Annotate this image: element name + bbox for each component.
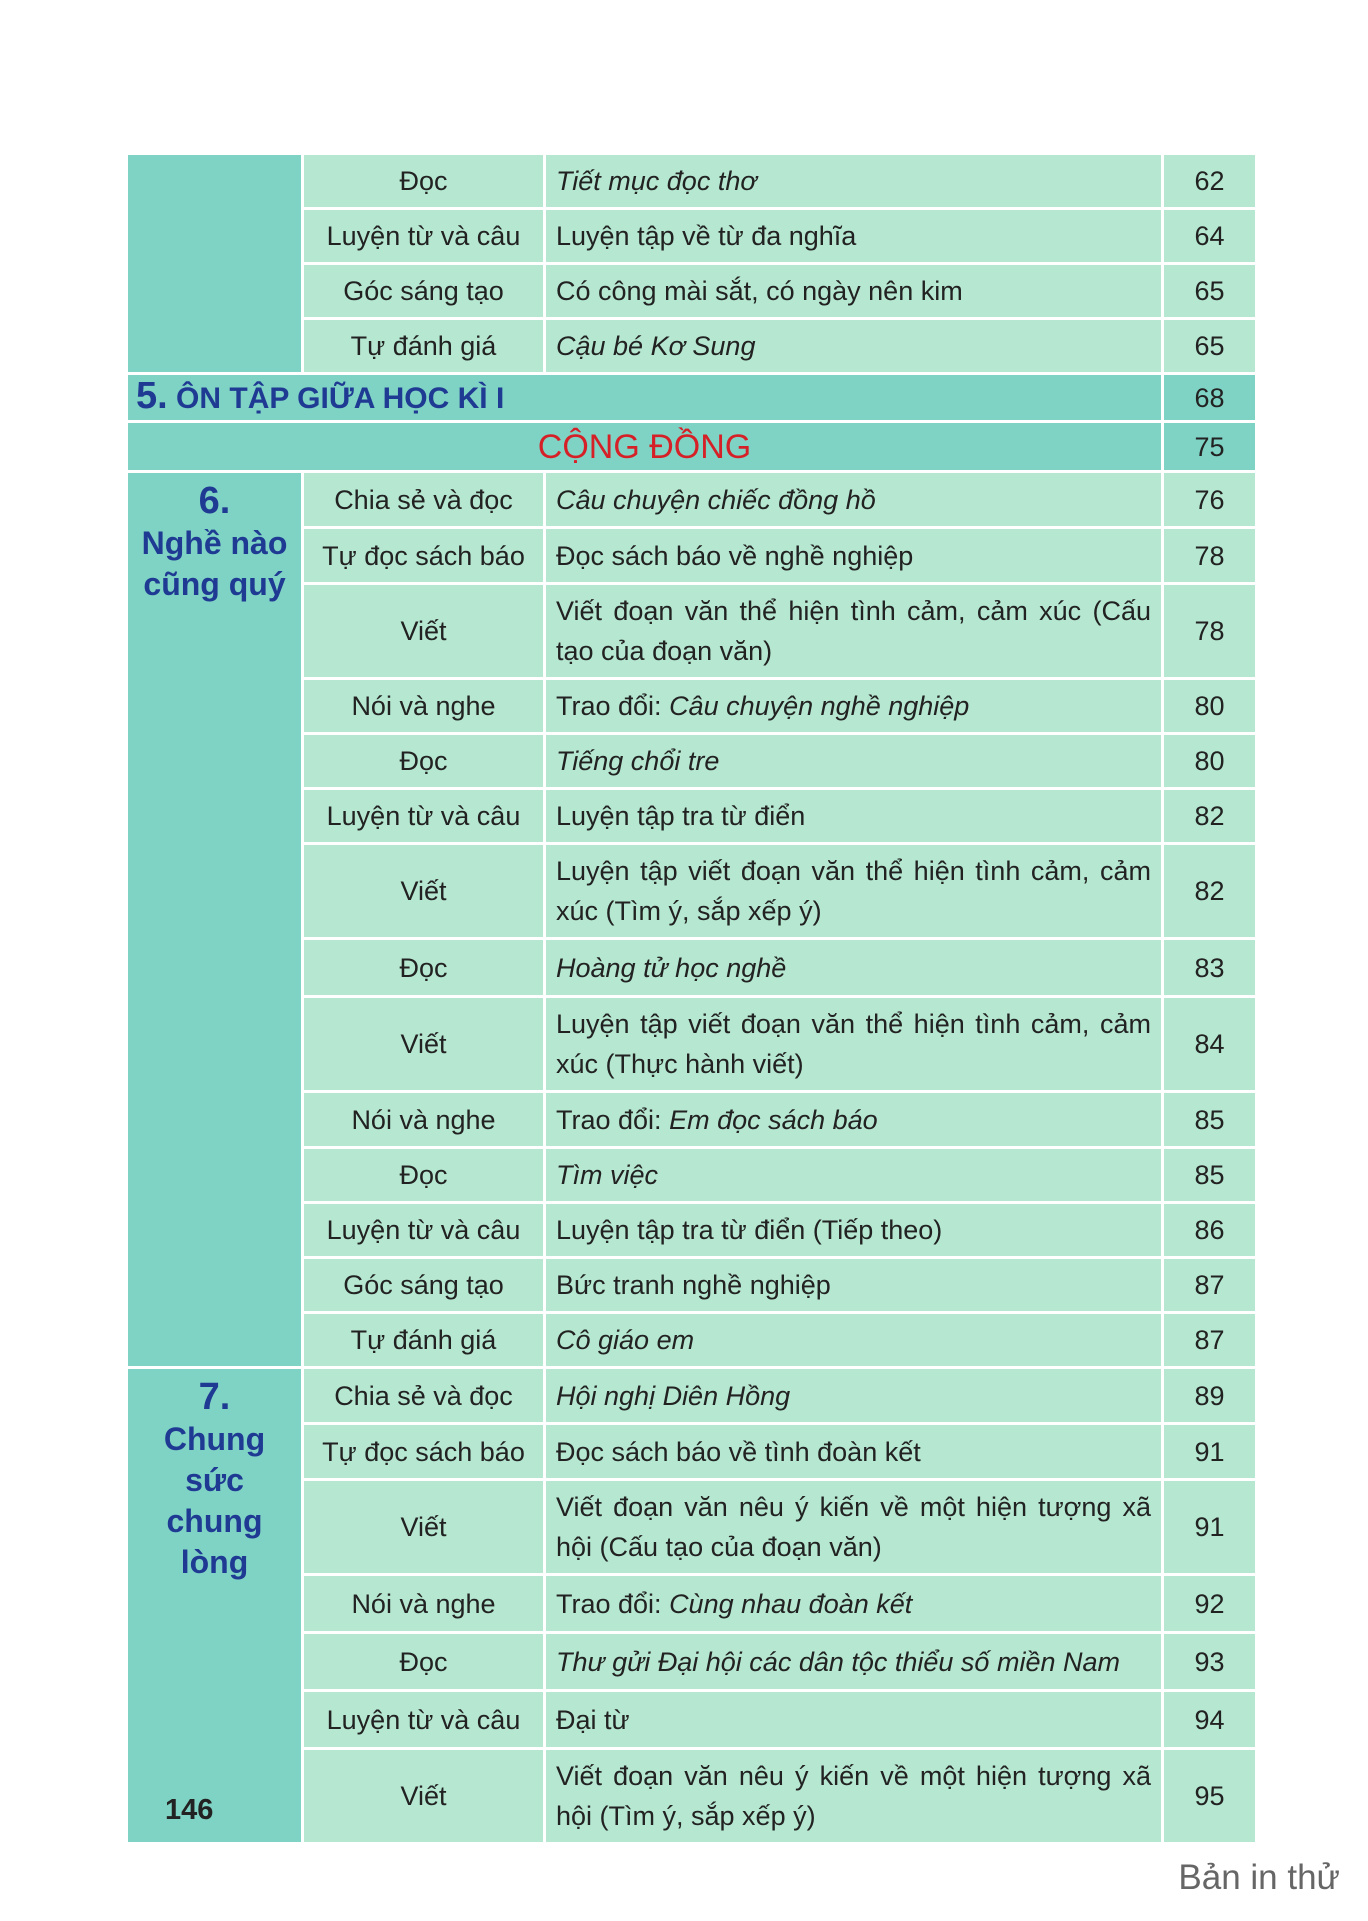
lesson-title: Thư gửi Đại hội các dân tộc thiểu số miền Nam	[556, 1646, 1120, 1677]
lesson-title-cell	[545, 1575, 1163, 1633]
lesson-title: Em đọc sách báo	[669, 1104, 878, 1135]
activity-cell: Tự đọc sách báo	[303, 1424, 545, 1480]
lesson-title: Bức tranh nghề nghiệp	[556, 1270, 831, 1300]
lesson-title-cell	[545, 1633, 1163, 1691]
lesson-title: Viết đoạn văn nêu ý kiến về một hiện tượng xã hội (Tìm ý, sắp xếp ý)	[556, 1761, 1151, 1831]
page-cell: 76	[1163, 472, 1257, 528]
lesson-title-cell	[545, 1424, 1163, 1480]
lesson-title: Luyện tập viết đoạn văn thể hiện tình cảm, cảm xúc (Tìm ý, sắp xếp ý)	[556, 856, 1151, 926]
unit-title-line: Chung	[163, 1421, 266, 1457]
activity-cell: Đọc	[303, 939, 545, 997]
activity-cell: Viết	[303, 997, 545, 1092]
activity-cell: Viết	[303, 584, 545, 679]
lesson-label: Trao đổi:	[556, 691, 670, 721]
activity-cell: Nói và nghe	[303, 1575, 545, 1633]
page-cell: 95	[1163, 1749, 1257, 1844]
page-cell: 80	[1163, 734, 1257, 789]
lesson-title-cell	[545, 734, 1163, 789]
page-cell: 68	[1163, 374, 1257, 422]
section-number: 5.	[136, 375, 168, 417]
lesson-title-cell	[545, 264, 1163, 319]
activity-cell: Nói và nghe	[303, 679, 545, 734]
activity-cell: Nói và nghe	[303, 1092, 545, 1148]
page-cell: 91	[1163, 1424, 1257, 1480]
unit-title-line: sức	[185, 1462, 244, 1498]
lesson-title-cell	[545, 1313, 1163, 1368]
activity-cell: Viết	[303, 1480, 545, 1575]
lesson-title: Tiết mục đọc thơ	[556, 166, 757, 196]
lesson-title-cell	[545, 154, 1163, 209]
lesson-label: Trao đổi:	[556, 1104, 670, 1135]
activity-cell: Đọc	[303, 154, 545, 209]
lesson-title: Luyện tập viết đoạn văn thể hiện tình cảm, cảm xúc (Thực hành viết)	[556, 1009, 1151, 1079]
activity-cell: Luyện từ và câu	[303, 1203, 545, 1258]
page-number: 146	[165, 1794, 214, 1826]
lesson-title: Luyện tập tra từ điển	[556, 801, 806, 831]
table-of-contents	[125, 152, 1258, 1845]
lesson-title-cell	[545, 209, 1163, 264]
lesson-title-cell	[545, 844, 1163, 939]
page-cell: 83	[1163, 939, 1257, 997]
lesson-title-cell	[545, 939, 1163, 997]
page-cell: 62	[1163, 154, 1257, 209]
activity-cell: Chia sẻ và đọc	[303, 472, 545, 528]
page-cell: 89	[1163, 1368, 1257, 1424]
lesson-title: Luyện tập tra từ điển (Tiếp theo)	[556, 1215, 943, 1245]
table-row	[127, 154, 1257, 209]
page-cell: 65	[1163, 264, 1257, 319]
page-cell: 85	[1163, 1148, 1257, 1203]
lesson-title: Câu chuyện chiếc đồng hồ	[556, 484, 876, 515]
page-cell: 87	[1163, 1313, 1257, 1368]
lesson-title-cell	[545, 1368, 1163, 1424]
lesson-title: Cô giáo em	[556, 1325, 695, 1355]
section-title: ÔN TẬP GIỮA HỌC KÌ I	[176, 382, 505, 415]
draft-label: Bản in thử	[1178, 1858, 1340, 1897]
lesson-title: Viết đoạn văn thể hiện tình cảm, cảm xúc (Cấu tạo của đoạn văn)	[556, 596, 1151, 666]
lesson-title: Hoàng tử học nghề	[556, 952, 787, 983]
activity-cell: Viết	[303, 844, 545, 939]
theme-title: CỘNG ĐỒNG	[127, 422, 1163, 472]
lesson-label: Trao đổi:	[556, 1588, 670, 1619]
page-cell: 94	[1163, 1691, 1257, 1749]
activity-cell: Luyện từ và câu	[303, 1691, 545, 1749]
lesson-title-cell	[545, 1749, 1163, 1844]
lesson-title-cell	[545, 1691, 1163, 1749]
lesson-title: Viết đoạn văn nêu ý kiến về một hiện tượng xã hội (Cấu tạo của đoạn văn)	[556, 1492, 1151, 1562]
lesson-title-cell	[545, 679, 1163, 734]
activity-cell: Tự đánh giá	[303, 319, 545, 374]
page-cell: 64	[1163, 209, 1257, 264]
page-cell: 78	[1163, 584, 1257, 679]
lesson-title: Có công mài sắt, có ngày nên kim	[556, 276, 963, 306]
activity-cell: Đọc	[303, 734, 545, 789]
lesson-title-cell	[545, 584, 1163, 679]
activity-cell: Đọc	[303, 1148, 545, 1203]
activity-cell: Góc sáng tạo	[303, 264, 545, 319]
section-title-cell	[127, 374, 1163, 422]
lesson-title: Luyện tập về từ đa nghĩa	[556, 221, 857, 251]
activity-cell: Góc sáng tạo	[303, 1258, 545, 1313]
lesson-title: Đọc sách báo về tình đoàn kết	[556, 1436, 921, 1467]
page-cell: 93	[1163, 1633, 1257, 1691]
page-cell: 75	[1163, 422, 1257, 472]
activity-cell: Chia sẻ và đọc	[303, 1368, 545, 1424]
page-cell: 80	[1163, 679, 1257, 734]
page-cell: 82	[1163, 844, 1257, 939]
page-cell: 86	[1163, 1203, 1257, 1258]
lesson-title: Tiếng chổi tre	[556, 746, 720, 776]
page-cell: 85	[1163, 1092, 1257, 1148]
page-cell: 87	[1163, 1258, 1257, 1313]
unit-title-line: chung	[166, 1503, 263, 1539]
unit-number: 6.	[198, 480, 231, 522]
lesson-title: Tìm việc	[556, 1160, 659, 1190]
activity-cell: Viết	[303, 1749, 545, 1844]
lesson-title: Câu chuyện nghề nghiệp	[669, 691, 970, 721]
lesson-title: Cùng nhau đoàn kết	[669, 1588, 913, 1619]
lesson-title-cell	[545, 1092, 1163, 1148]
lesson-title-cell	[545, 997, 1163, 1092]
page-cell: 92	[1163, 1575, 1257, 1633]
lesson-title-cell	[545, 1203, 1163, 1258]
unit-title-line: lòng	[180, 1544, 249, 1580]
lesson-title: Đọc sách báo về nghề nghiệp	[556, 540, 914, 571]
lesson-title: Cậu bé Kơ Sung	[556, 331, 756, 361]
lesson-title-cell	[545, 1480, 1163, 1575]
lesson-title-cell	[545, 528, 1163, 584]
table-row	[127, 472, 1257, 528]
unit-cell	[127, 154, 303, 374]
lesson-title: Đại từ	[556, 1704, 630, 1735]
page-cell: 84	[1163, 997, 1257, 1092]
lesson-title-cell	[545, 319, 1163, 374]
unit-cell-unit7	[127, 1368, 303, 1844]
unit-cell-unit6	[127, 472, 303, 1368]
section-row	[127, 374, 1257, 422]
lesson-title-cell	[545, 1258, 1163, 1313]
unit-number: 7.	[198, 1376, 231, 1418]
activity-cell: Luyện từ và câu	[303, 209, 545, 264]
unit-title-line: Nghề nào	[141, 525, 288, 561]
activity-cell: Luyện từ và câu	[303, 789, 545, 844]
lesson-title-cell	[545, 1148, 1163, 1203]
theme-row	[127, 422, 1257, 472]
page-cell: 91	[1163, 1480, 1257, 1575]
lesson-title-cell	[545, 472, 1163, 528]
page-cell: 78	[1163, 528, 1257, 584]
lesson-title: Hội nghị Diên Hồng	[556, 1380, 791, 1411]
table-row	[127, 1368, 1257, 1424]
unit-title-line: cũng quý	[143, 566, 286, 602]
activity-cell: Tự đọc sách báo	[303, 528, 545, 584]
activity-cell: Đọc	[303, 1633, 545, 1691]
activity-cell: Tự đánh giá	[303, 1313, 545, 1368]
lesson-title-cell	[545, 789, 1163, 844]
page-cell: 65	[1163, 319, 1257, 374]
page-cell: 82	[1163, 789, 1257, 844]
